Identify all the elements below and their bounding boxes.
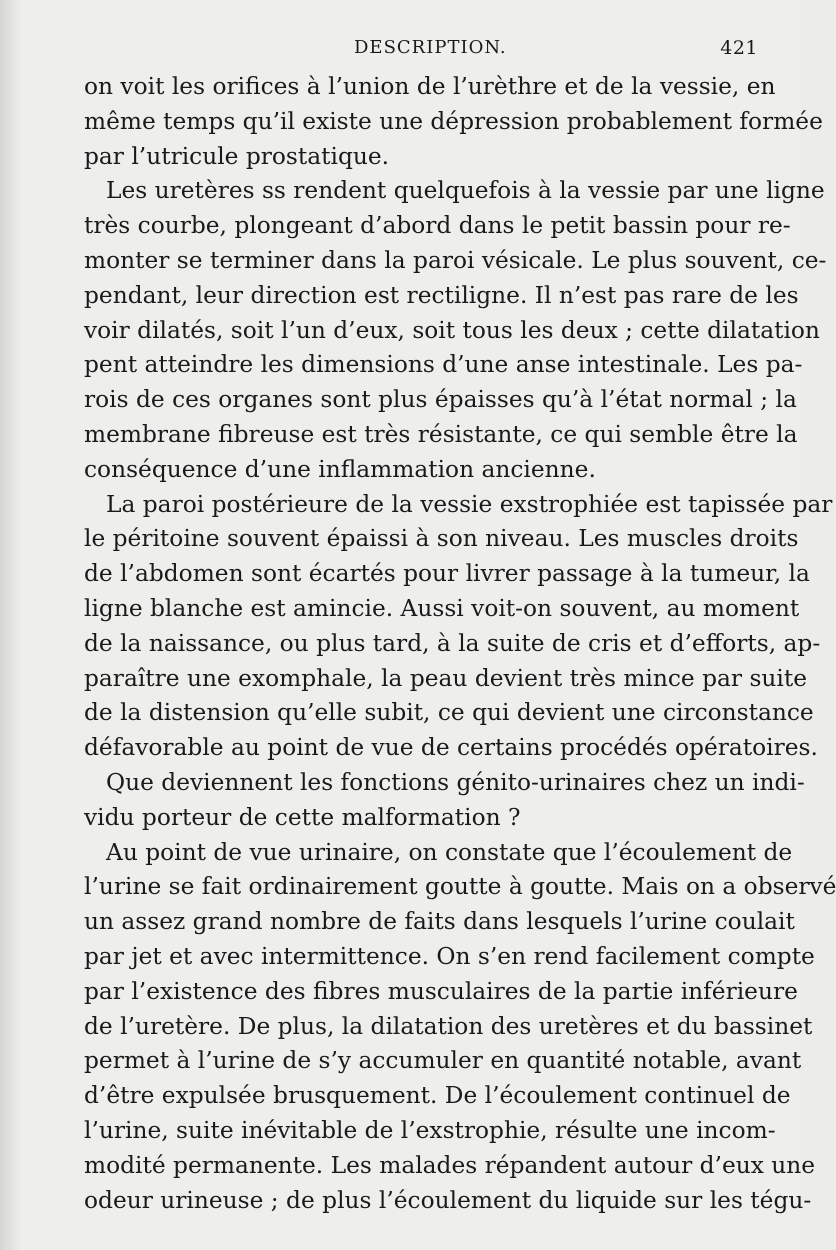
paragraph	[84, 766, 805, 836]
text-line: vidu porteur de cette malformation ?	[84, 803, 521, 831]
text-line: d’être expulsée brusquement. De l’écoulement continuel de	[84, 1082, 791, 1110]
running-head: DESCRIPTION.	[354, 37, 507, 58]
text-line: conséquence d’une inflammation ancienne.	[84, 455, 596, 483]
text-line: de l’abdomen sont écartés pour livrer passage à la tumeur, la	[84, 560, 810, 588]
text-line: on voit les orifices à l’union de l’urèthre et de la vessie, en	[84, 73, 776, 100]
page-number: 421	[720, 37, 758, 59]
text-line: par l’utricule prostatique.	[84, 142, 390, 170]
text-line: Que deviennent les fonctions génito-urinaires chez un indi-	[106, 768, 805, 796]
text-line: très courbe, plongeant d’abord dans le petit bassin pour re-	[84, 212, 791, 240]
page-header	[84, 34, 760, 64]
text-line: voir dilatés, soit l’un d’eux, soit tous les deux ; cette dilatation	[84, 316, 820, 344]
text-line: l’urine se fait ordinairement goutte à goutte. Mais on a observé	[84, 873, 836, 901]
text-line: La paroi postérieure de la vessie exstrophiée est tapissée par	[106, 490, 833, 518]
text-line: ligne blanche est amincie. Aussi voit-on souvent, au moment	[84, 594, 800, 622]
text-line: odeur urineuse ; de plus l’écoulement du liquide sur les tégu-	[84, 1186, 812, 1214]
paragraph	[84, 70, 823, 174]
text-line: modité permanente. Les malades répandent autour d’eux une	[84, 1151, 816, 1179]
text-line: pent atteindre les dimensions d’une anse intestinale. Les pa-	[84, 351, 803, 379]
paragraph	[84, 174, 827, 487]
text-line: un assez grand nombre de faits dans lesquels l’urine coulait	[84, 908, 795, 936]
text-line: rois de ces organes sont plus épaisses qu’à l’état normal ; la	[84, 386, 797, 414]
text-line: Les uretères ss rendent quelquefois à la vessie par une ligne	[106, 177, 825, 205]
text-line: de la naissance, ou plus tard, à la suite de cris et d’efforts, ap-	[84, 629, 821, 657]
paragraph	[84, 488, 833, 766]
text-line: paraître une exomphale, la peau devient très mince par suite	[84, 664, 808, 692]
text-line: défavorable au point de vue de certains procédés opératoires.	[84, 734, 818, 762]
text-line: de la distension qu’elle subit, ce qui devient une circonstance	[84, 699, 814, 727]
text-line: le péritoine souvent épaissi à son niveau. Les muscles droits	[84, 525, 799, 553]
body-text	[84, 70, 836, 1218]
paragraph	[84, 836, 836, 1219]
text-line: l’urine, suite inévitable de l’exstrophie, résulte une incom-	[84, 1116, 776, 1144]
text-line: par l’existence des fibres musculaires de la partie inférieure	[84, 977, 798, 1005]
text-line: Au point de vue urinaire, on constate que l’écoulement de	[106, 838, 793, 866]
text-line: pendant, leur direction est rectiligne. Il n’est pas rare de les	[84, 281, 799, 309]
text-line: membrane fibreuse est très résistante, ce qui semble être la	[84, 420, 798, 448]
text-line: par jet et avec intermittence. On s’en rend facilement compte	[84, 942, 815, 970]
text-line: de l’uretère. De plus, la dilatation des uretères et du bassinet	[84, 1012, 813, 1040]
text-line: même temps qu’il existe une dépression probablement formée	[84, 107, 823, 135]
text-line: monter se terminer dans la paroi vésicale. Le plus souvent, ce-	[84, 246, 827, 274]
text-line: permet à l’urine de s’y accumuler en quantité notable, avant	[84, 1047, 802, 1075]
